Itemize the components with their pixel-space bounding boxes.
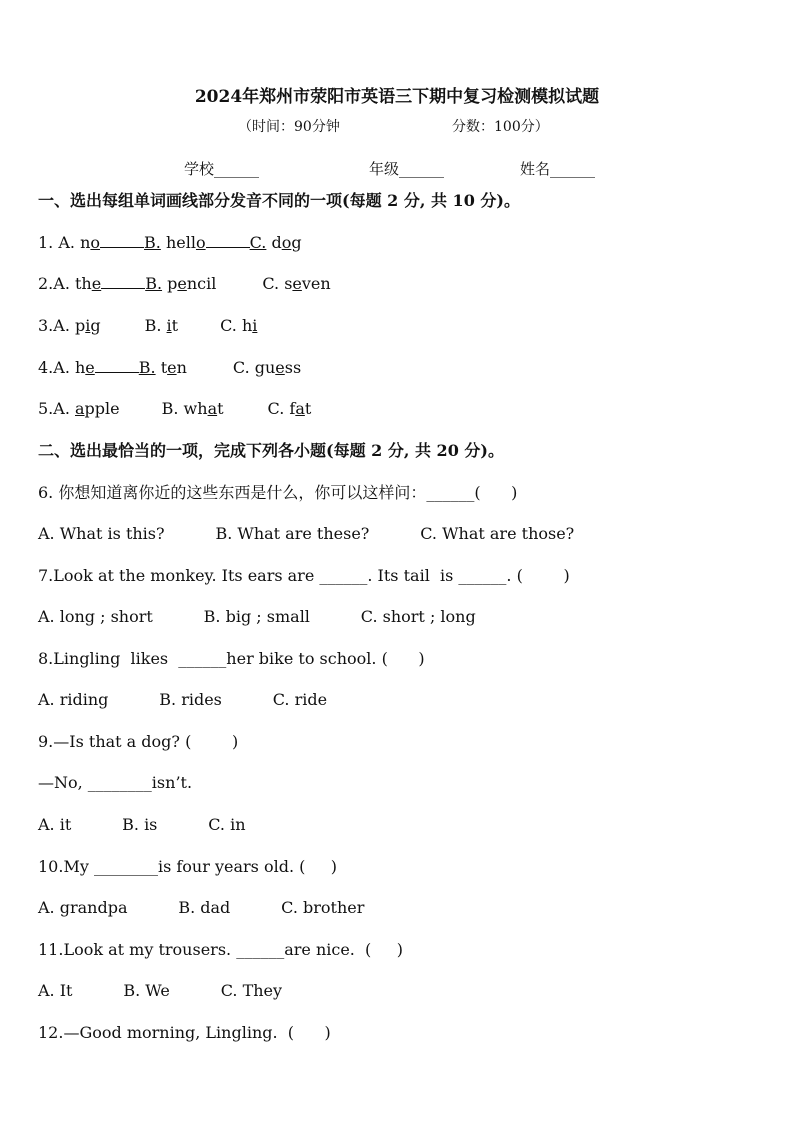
question-9-line2: —No, ________isn’t. [38,773,193,792]
question-8-options: A. riding B. rides C. ride [38,690,328,709]
q3-b-underline: i [166,316,172,335]
question-4 [38,358,301,378]
section2-heading: 二、选出最恰当的一项，完成下列各小题(每题 2 分, 共 20 分)。 [38,441,504,460]
question-6-options: A. What is this? B. What are these? C. What are those? [38,524,575,543]
q4-b-label: B. [138,358,156,377]
question-2 [38,274,331,294]
q1-b-text: hell [160,233,196,252]
q2-b-text: p [162,274,178,293]
q1-gap-b [206,233,250,248]
q4-b-text: t [155,358,168,377]
grade-field: 年级______ [369,160,445,178]
q3-c-text: C. h [220,316,253,335]
school-field: 学校______ [184,160,260,178]
q3-c-underline: i [252,316,258,335]
q4-c-underline: e [275,358,285,377]
q1-c-underline: o [281,233,292,252]
q3-b-post: t [171,316,179,335]
q2-b-post: ncil [186,274,217,293]
q4-a-text: 4.A. h [38,358,86,377]
q2-a-text: 2.A. th [38,274,92,293]
question-11-options: A. It B. We C. They [38,981,283,1000]
q1-c-label: C. [249,233,267,252]
q3-a-post: g [90,316,101,335]
question-8: 8.Lingling likes ______her bike to school. ( ) [38,649,425,668]
q5-c-underline: a [295,399,305,418]
question-6: 6. 你想知道离你近的这些东西是什么，你可以这样问：______( ) [38,483,518,502]
q2-c-text: C. s [262,274,293,293]
section1-heading: 一、选出每组单词画线部分发音不同的一项(每题 2 分, 共 10 分)。 [38,191,520,210]
q3-b-text: B. [144,316,167,335]
q1-gap-a [100,233,144,248]
q4-a-underline: e [85,358,95,377]
score-info: 分数：100分） [452,119,549,135]
q2-a-underline: e [91,274,102,293]
question-5 [38,399,311,419]
q2-gap-a [101,274,145,289]
q3-a-text: 3.A. p [38,316,86,335]
question-9: 9.—Is that a dog? ( ) [38,732,239,751]
q5-c-text: C. f [267,399,296,418]
question-10-options: A. grandpa B. dad C. brother [38,898,365,917]
q4-c-post: ss [284,358,302,377]
q3-a-underline: i [85,316,91,335]
q4-gap-a [95,358,139,373]
q1-c-post: g [291,233,302,252]
q5-a-underline: a [75,399,85,418]
q5-a-text: 5.A. [38,399,75,418]
q5-b-underline: a [207,399,218,418]
question-7-options: A. long ; short B. big ; small C. short ; long [38,607,476,626]
q1-a-underline: o [90,233,101,252]
q4-c-text: C. gu [232,358,276,377]
q1-b-label: B. [144,233,161,252]
time-info: （时间：90分钟 [238,119,340,135]
q2-c-post: ven [301,274,331,293]
q1-b-underline: o [195,233,206,252]
q5-c-post: t [304,399,312,418]
q4-b-underline: e [167,358,177,377]
q2-b-label: B. [145,274,163,293]
q5-b-text: B. wh [161,399,208,418]
page-title: 2024年郑州市荥阳市英语三下期中复习检测模拟试题 [194,87,600,107]
q1-a-text: 1. A. n [38,233,91,252]
question-11: 11.Look at my trousers. ______are nice. ( ) [38,940,403,959]
q2-c-underline: e [292,274,302,293]
question-9-options: A. it B. is C. in [38,815,246,834]
question-1 [38,233,302,253]
question-12: 12.—Good morning, Lingling. ( ) [38,1023,331,1042]
name-field: 姓名______ [520,160,596,178]
q1-c-text: d [266,233,282,252]
q5-b-post: t [217,399,224,418]
q2-b-underline: e [177,274,187,293]
question-3 [38,316,257,336]
question-7: 7.Look at the monkey. Its ears are ______. Its tail is ______. ( ) [38,566,570,585]
q5-a-post: pple [84,399,120,418]
q4-b-post: n [176,358,187,377]
question-10: 10.My ________is four years old. ( ) [38,857,338,876]
